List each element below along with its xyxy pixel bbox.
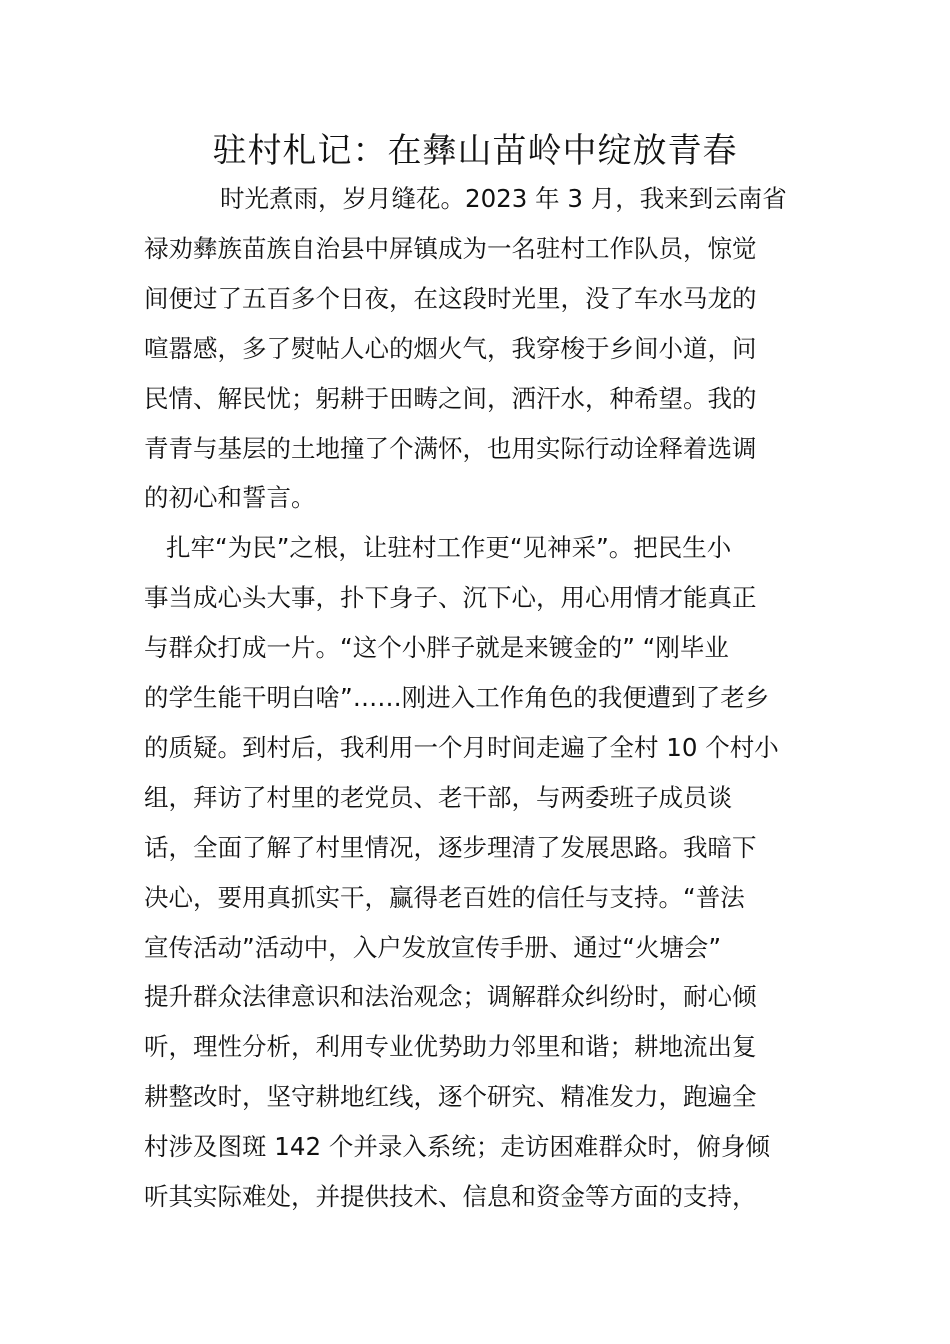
body-line: 的质疑。到村后，我利用一个月时间走遍了全村 10 个村小 [144, 732, 779, 762]
body-line: 听，理性分析，利用专业优势助力邻里和谐；耕地流出复 [144, 1032, 757, 1062]
body-line: 的初心和誓言。 [144, 483, 316, 513]
body-line: 间便过了五百多个日夜，在这段时光里，没了车水马龙的 [144, 283, 757, 313]
body-line: 宣传活动”活动中，入户发放宣传手册、通过“火塘会” [144, 932, 722, 962]
body-line: 与群众打成一片。“这个小胖子就是来镀金的” “刚毕业 [144, 633, 729, 663]
body-line: 时光煮雨，岁月缝花。2023 年 3 月，我来到云南省 [220, 184, 787, 213]
body-line: 决心，要用真抓实干，赢得老百姓的信任与支持。“普法 [144, 882, 745, 912]
body-line: 喧嚣感，多了熨帖人心的烟火气，我穿梭于乡间小道，问 [144, 333, 757, 363]
body-line: 话，全面了解了村里情况，逐步理清了发展思路。我暗下 [144, 832, 757, 862]
body-line: 扎牢“为民”之根，让驻村工作更“见神采”。把民生小 [166, 533, 732, 563]
document-title: 驻村札记：在彝山苗岭中绽放青春 [212, 131, 738, 171]
body-line: 禄劝彝族苗族自治县中屏镇成为一名驻村工作队员，惊觉 [144, 233, 757, 263]
body-line: 组，拜访了村里的老党员、老干部，与两委班子成员谈 [144, 782, 732, 812]
body-line: 事当成心头大事，扑下身子、沉下心，用心用情才能真正 [144, 583, 757, 613]
body-line: 听其实际难处，并提供技术、信息和资金等方面的支持， [144, 1182, 757, 1211]
body-line: 青青与基层的土地撞了个满怀，也用实际行动诠释着选调 [144, 433, 757, 463]
body-line: 的学生能干明白啥”……刚进入工作角色的我便遭到了老乡 [144, 683, 770, 712]
body-line: 提升群众法律意识和法治观念；调解群众纠纷时，耐心倾 [144, 982, 757, 1012]
body-line: 耕整改时，坚守耕地红线，逐个研究、精准发力，跑遍全 [144, 1082, 757, 1112]
body-line: 村涉及图斑 142 个并录入系统；走访困难群众时，俯身倾 [144, 1132, 770, 1162]
body-line: 民情、解民忧；躬耕于田畴之间，洒汗水，种希望。我的 [144, 383, 757, 413]
